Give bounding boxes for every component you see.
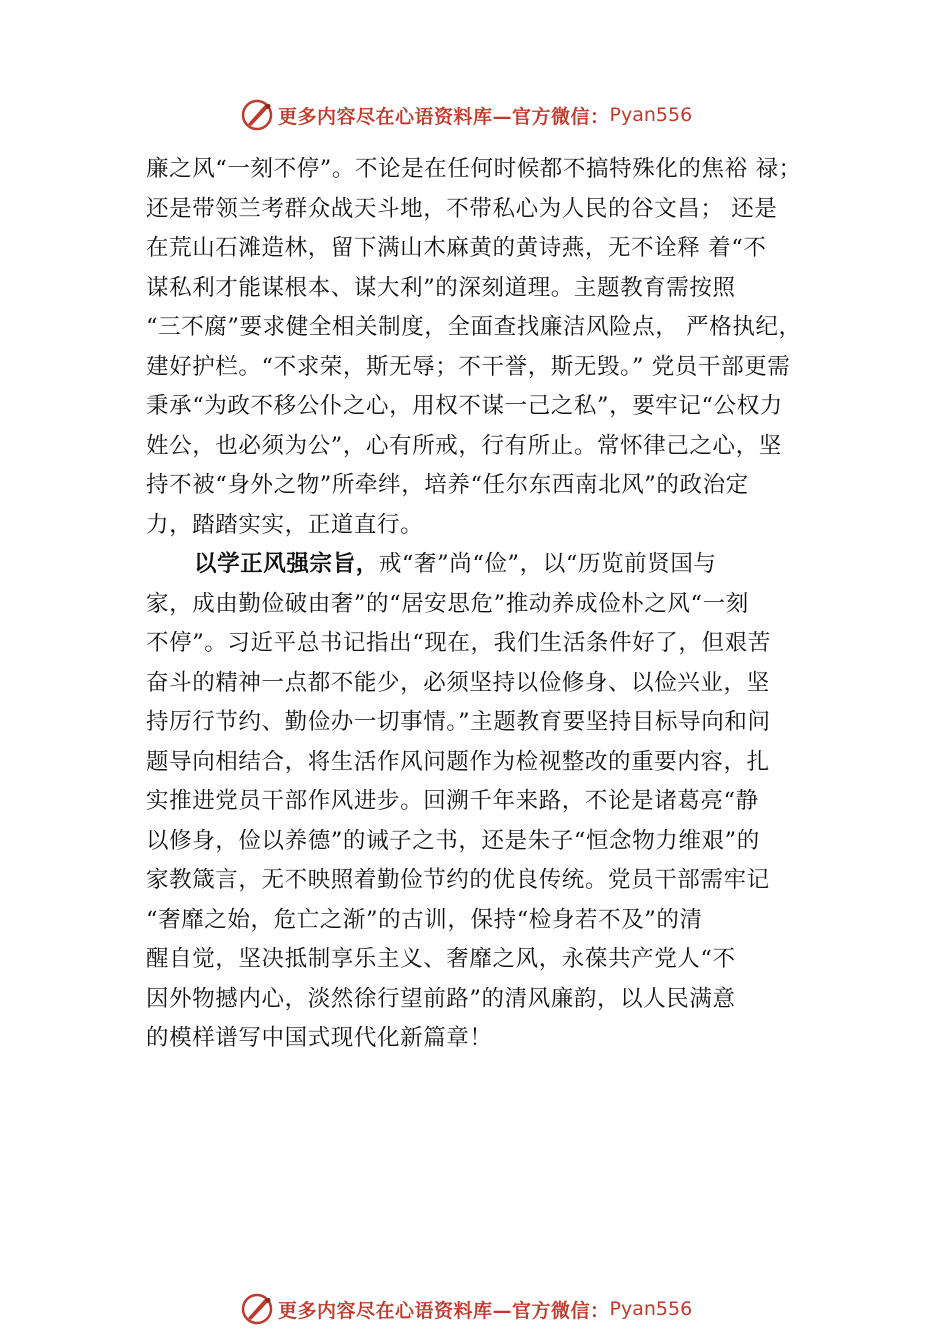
text-line: 不停”。习近平总书记指出“现在，我们生活条件好了，但艰苦 bbox=[146, 630, 771, 656]
text-line: 家教箴言，无不映照着勤俭节约的优良传统。党员干部需牢记 bbox=[146, 867, 770, 893]
watermark-text: 更多内容尽在心语资料库—官方微信： bbox=[278, 105, 610, 128]
text-line: 建好护栏。“不求荣，斯无辱；不干誉，斯无毁。” 党员干部更需 bbox=[146, 353, 791, 380]
watermark-id: Pyan556 bbox=[609, 104, 693, 126]
paragraph-1 bbox=[146, 150, 836, 545]
text-line: 持不被“身外之物”所牵绊，培养“任尔东西南北风”的政治定 bbox=[146, 472, 749, 498]
paragraph-heading: 以学正风强宗旨， bbox=[194, 551, 379, 577]
watermark-text: 更多内容尽在心语资料库—官方微信： bbox=[278, 1299, 610, 1322]
text-line: 力，踏踏实实，正道直行。 bbox=[146, 511, 424, 538]
text-line: 奋斗的精神一点都不能少，必须坚持以俭修身、以俭兴业，坚 bbox=[146, 669, 770, 696]
heading-continuation: 戒“奢”尚“俭”，以“历览前贤国与 bbox=[378, 551, 717, 577]
text-line: 实推进党员干部作风进步。回溯千年来路，不论是诸葛亮“静 bbox=[146, 788, 759, 814]
paragraph-2 bbox=[146, 545, 836, 1059]
text-line: “奢靡之始，危亡之渐”的古训，保持“检身若不及”的清 bbox=[146, 906, 703, 933]
text-line: 姓公，也必须为公”，心有所戒，行有所止。常怀律己之心，坚 bbox=[146, 432, 782, 459]
document-body bbox=[146, 150, 836, 1059]
text-line: 秉承“为政不移公仆之心，用权不谋一己之私”，要牢记“公权力 bbox=[146, 393, 783, 419]
quill-logo-icon bbox=[240, 98, 274, 132]
text-line: 以修身，俭以养德”的诫子之书，还是朱子“恒念物力维艰”的 bbox=[146, 827, 760, 854]
text-line: 题导向相结合，将生活作风问题作为检视整改的重要内容，扎 bbox=[146, 748, 770, 775]
text-line: “三不腐”要求健全相关制度，全面查找廉洁风险点， 严格执纪， bbox=[146, 314, 802, 340]
text-line: 的模样谱写中国式现代化新篇章！ bbox=[146, 1025, 493, 1051]
text-line: 谋私利才能谋根本、谋大利”的深刻道理。主题教育需按照 bbox=[146, 274, 736, 301]
text-line bbox=[146, 545, 836, 585]
text-line: 醒自觉，坚决抵制享乐主义、奢靡之风，永葆共产党人“不 bbox=[146, 946, 736, 972]
text-line: 家，成由勤俭破由奢”的“居安思危”推动养成俭朴之风“一刻 bbox=[146, 590, 749, 617]
header-watermark bbox=[240, 98, 692, 132]
text-line: 在荒山石滩造林，留下满山木麻黄的黄诗燕，无不诠释 着“不 bbox=[146, 235, 767, 261]
text-line: 还是带领兰考群众战天斗地，不带私心为人民的谷文昌； 还是 bbox=[146, 195, 778, 222]
quill-logo-icon bbox=[240, 1292, 274, 1326]
text-line: 廉之风“一刻不停”。不论是在任何时候都不搞特殊化的焦裕 禄； bbox=[146, 156, 802, 182]
text-line: 因外物撼内心，淡然徐行望前路”的清风廉韵，以人民满意 bbox=[146, 985, 736, 1012]
watermark-id: Pyan556 bbox=[609, 1298, 693, 1320]
text-line: 持厉行节约、勤俭办一切事情。”主题教育要坚持目标导向和问 bbox=[146, 709, 771, 735]
footer-watermark bbox=[240, 1292, 692, 1326]
